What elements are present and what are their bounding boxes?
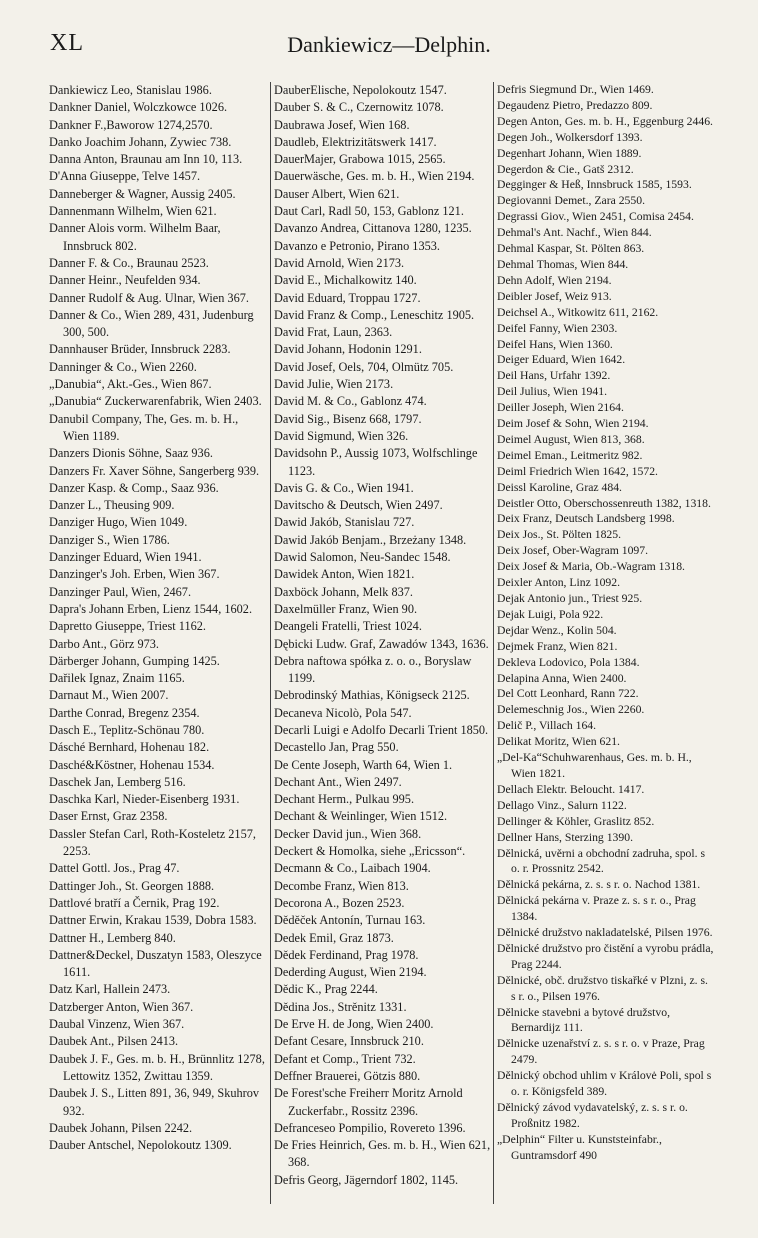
directory-entry: Degerdon & Cie., Gatš 2312.: [497, 162, 634, 176]
directory-entry: David Arnold, Wien 2173.: [274, 255, 405, 270]
directory-entry: De Cente Joseph, Warth 64, Wien 1.: [274, 757, 453, 772]
directory-entry: Dědic K., Prag 2244.: [274, 982, 378, 997]
directory-entry: Dásché Bernhard, Hohenau 182.: [49, 740, 210, 755]
directory-entry: Dělnické, obč. družstvo tiskařké v Plzni, z. s. s r. o., Pilsen 1976.: [497, 973, 708, 1003]
directory-entry: Delikat Moritz, Wien 621.: [497, 735, 620, 749]
directory-entry: Dělnická pekárna, z. s. s r. o. Nachod 1381.: [497, 878, 701, 892]
directory-entry: David M. & Co., Gablonz 474.: [274, 394, 427, 409]
directory-entry: Datz Karl, Hallein 2473.: [49, 982, 171, 997]
directory-entry: Dědek Ferdinand, Prag 1978.: [274, 947, 419, 962]
directory-entry: Dawid Jakób, Stanislau 727.: [274, 515, 415, 530]
directory-entry: Danner Heinr., Neufelden 934.: [49, 273, 201, 288]
directory-entry: Dejdar Wenz., Kolin 504.: [497, 623, 617, 637]
directory-entry: „Del-Ka“Schuhwarenhaus, Ges. m. b. H., Wien 1821.: [497, 751, 692, 780]
directory-entry: Danner & Co., Wien 289, 431, Judenburg 300, 500.: [49, 307, 254, 340]
directory-entry: „Danubia“, Akt.-Ges., Wien 867.: [49, 377, 212, 392]
directory-entry: Danna Anton, Braunau am Inn 10, 113.: [49, 152, 243, 167]
directory-entry: Dělnická, uvěrni a obchodní zadruha, spol. s o. r. Prossnitz 2542.: [497, 846, 706, 876]
directory-entry: Dělnický závod vydavatelský, z. s. s r. o. Proßnitz 1982.: [497, 1101, 688, 1130]
directory-entry: Daubek Johann, Pilsen 2242.: [49, 1120, 193, 1135]
directory-entry: Deiger Eduard, Wien 1642.: [497, 353, 626, 367]
directory-entry: Delemeschnig Jos., Wien 2260.: [497, 703, 645, 717]
directory-entry: David Frat, Laun, 2363.: [274, 325, 393, 340]
directory-entry: De Forest'sche Freiherr Moritz Arnold Zuckerfabr., Rossitz 2396.: [274, 1086, 463, 1118]
directory-entry: Dannhauser Brüder, Innsbruck 2283.: [49, 342, 231, 357]
directory-entry: David Johann, Hodonin 1291.: [274, 342, 422, 357]
directory-entry: Defris Siegmund Dr., Wien 1469.: [497, 83, 654, 96]
directory-entry: Darbo Ant., Görz 973.: [49, 636, 159, 651]
directory-entry: Deifel Hans, Wien 1360.: [497, 337, 613, 351]
directory-entry: Danner Alois vorm. Wilhelm Baar, Innsbruck 802.: [49, 221, 221, 253]
directory-entry: Defant Cesare, Innsbruck 210.: [274, 1034, 424, 1049]
directory-entry: Deimel Eman., Leitmeritz 982.: [497, 448, 643, 462]
directory-entry: Danzers Fr. Xaver Söhne, Sangerberg 939.: [49, 463, 260, 478]
directory-entry: Daxböck Johann, Melk 837.: [274, 584, 414, 599]
directory-entry: Danzer L., Theusing 909.: [49, 498, 175, 513]
directory-entry: Daubek J. S., Litten 891, 36, 949, Skuhrov 932.: [49, 1086, 260, 1118]
directory-entry: David Sigmund, Wien 326.: [274, 428, 409, 443]
directory-entry: Deissl Karoline, Graz 484.: [497, 480, 622, 494]
directory-entry: Deil Hans, Urfahr 1392.: [497, 369, 611, 383]
directory-entry: Dattinger Joh., St. Georgen 1888.: [49, 878, 215, 893]
directory-entry: Dělnická pekárna v. Praze z. s. s r. o., Prag 1384.: [497, 894, 696, 924]
directory-entry: Delič P., Villach 164.: [497, 719, 597, 733]
directory-entry: Dechant & Weinlinger, Wien 1512.: [274, 809, 448, 824]
directory-entry: Dehmal's Ant. Nachf., Wien 844.: [497, 226, 652, 240]
directory-entry: Dehn Adolf, Wien 2194.: [497, 273, 612, 287]
directory-entry: Danziger S., Wien 1786.: [49, 532, 170, 547]
directory-entry: Dehmal Kaspar, St. Pölten 863.: [497, 242, 645, 256]
directory-entry: Degginger & Heß, Innsbruck 1585, 1593.: [497, 178, 692, 192]
directory-entry: Daut Carl, Radl 50, 153, Gablonz 121.: [274, 204, 464, 219]
directory-entry: Dělnicke stavebni a bytové družstvo, Bernardijz 111.: [497, 1005, 670, 1035]
directory-entry: Del Cott Leonhard, Rann 722.: [497, 687, 639, 701]
directory-entry: Dankiewicz Leo, Stanislau 1986.: [49, 83, 212, 97]
directory-entry: Decker David jun., Wien 368.: [274, 826, 422, 841]
directory-entry: Darthe Conrad, Bregenz 2354.: [49, 705, 200, 720]
directory-entry: Dělnické družstvo nakladatelské, Pilsen 1976.: [497, 926, 713, 940]
directory-entry: Dellinger & Köhler, Graslitz 852.: [497, 814, 655, 828]
directory-entry: Danzinger's Joh. Erben, Wien 367.: [49, 567, 220, 582]
directory-entry: Debra naftowa spółka z. o. o., Boryslaw 1199.: [274, 653, 472, 686]
directory-entry: Degen Anton, Ges. m. b. H., Eggenburg 2446.: [497, 114, 713, 128]
directory-entry: Davanzo Andrea, Cittanova 1280, 1235.: [274, 221, 472, 236]
directory-entry: Dapretto Giuseppe, Triest 1162.: [49, 619, 207, 634]
directory-entry: Dattlové bratří a Černik, Prag 192.: [49, 895, 220, 910]
directory-entry: Darnaut M., Wien 2007.: [49, 688, 169, 703]
directory-entry: Dellach Elektr. Beloucht. 1417.: [497, 782, 645, 796]
directory-entry: Dawid Jakób Benjam., Brzeżany 1348.: [274, 532, 467, 547]
directory-entry: Dejmek Franz, Wien 821.: [497, 639, 618, 653]
column-divider: [270, 82, 271, 1204]
directory-entry: Dassler Stefan Carl, Roth-Kosteletz 2157, 2253.: [49, 826, 256, 859]
directory-entry: Datzberger Anton, Wien 367.: [49, 999, 194, 1014]
entry-column-2: [274, 82, 492, 1189]
directory-entry: Danner Rudolf & Aug. Ulnar, Wien 367.: [49, 290, 249, 305]
directory-entry: Dawidek Anton, Wien 1821.: [274, 567, 415, 582]
directory-entry: Dattner H., Lemberg 840.: [49, 930, 176, 945]
directory-entry: Danziger Hugo, Wien 1049.: [49, 515, 188, 530]
directory-entry: Dattner Erwin, Krakau 1539, Dobra 1583.: [49, 913, 257, 928]
directory-entry: Dellner Hans, Sterzing 1390.: [497, 830, 633, 844]
directory-entry: Decaneva Nicolò, Pola 547.: [274, 705, 412, 720]
directory-entry: Dederding August, Wien 2194.: [274, 965, 427, 980]
directory-entry: Dělnické družstvo pro čistění a vyrobu prádla, Prag 2244.: [497, 941, 714, 971]
directory-entry: Decmann & Co., Laibach 1904.: [274, 861, 431, 876]
directory-entry: Degaudenz Pietro, Predazzo 809.: [497, 98, 653, 112]
directory-entry: Daser Ernst, Graz 2358.: [49, 809, 168, 824]
directory-entry: Danubil Company, The, Ges. m. b. H., Wien 1189.: [49, 411, 239, 443]
directory-entry: Deffner Brauerei, Götzis 880.: [274, 1068, 421, 1083]
directory-entry: Decarli Luigi e Adolfo Decarli Trient 1850.: [274, 722, 489, 737]
directory-entry: Dejak Antonio jun., Triest 925.: [497, 592, 643, 605]
page-header: [50, 28, 728, 68]
directory-entry: Deibler Josef, Weiz 913.: [497, 289, 612, 303]
directory-entry: Dědina Jos., Strěnitz 1331.: [274, 999, 407, 1014]
directory-entry: Deiml Friedrich Wien 1642, 1572.: [497, 464, 658, 478]
column-divider: [493, 82, 494, 1204]
directory-entry: Degiovanni Demet., Zara 2550.: [497, 194, 645, 208]
directory-entry: Daschka Karl, Nieder-Eisenberg 1931.: [49, 792, 240, 807]
directory-entry: Dělnicke uzenařství z. s. s r. o. v Praze, Prag 2479.: [497, 1037, 705, 1067]
directory-entry: David Josef, Oels, 704, Olmütz 705.: [274, 359, 454, 374]
directory-entry: Deix Josef & Maria, Ob.-Wagram 1318.: [497, 560, 685, 574]
directory-entry: Deifel Fanny, Wien 2303.: [497, 321, 618, 335]
directory-entry: Daubek Ant., Pilsen 2413.: [49, 1034, 179, 1049]
directory-entry: Dattner&Deckel, Duszatyn 1583, Oleszyce 1611.: [49, 947, 262, 980]
directory-entry: Dellago Vinz., Salurn 1122.: [497, 798, 627, 812]
directory-entry: Dechant Ant., Wien 2497.: [274, 774, 402, 789]
directory-entry: Davitscho & Deutsch, Wien 2497.: [274, 498, 443, 513]
directory-entry: De Fries Heinrich, Ges. m. b. H., Wien 621, 368.: [274, 1138, 491, 1170]
directory-entry: Dębicki Ludw. Graf, Zawadów 1343, 1636.: [274, 636, 489, 651]
directory-entry: David Julie, Wien 2173.: [274, 377, 394, 392]
directory-entry: Defris Georg, Jägerndorf 1802, 1145.: [274, 1172, 459, 1187]
directory-entry: Deixler Anton, Linz 1092.: [497, 576, 621, 590]
directory-entry: Davis G. & Co., Wien 1941.: [274, 480, 414, 495]
directory-entry: Daubek J. F., Ges. m. b. H., Brünnlitz 1278, Lettowitz 1352, Zwittau 1359.: [49, 1051, 265, 1083]
directory-entry: Dařilek Ignaz, Znaim 1165.: [49, 671, 185, 686]
directory-entry: Dankner Daniel, Wolczkowce 1026.: [49, 100, 228, 115]
directory-entry: Danzer Kasp. & Comp., Saaz 936.: [49, 480, 219, 495]
directory-entry: David E., Michalkowitz 140.: [274, 273, 417, 288]
directory-entry: Deangeli Fratelli, Triest 1024.: [274, 619, 422, 634]
directory-entry: Därberger Johann, Gumping 1425.: [49, 653, 220, 668]
directory-entry: Dehmal Thomas, Wien 844.: [497, 257, 629, 271]
directory-entry: Daubrawa Josef, Wien 168.: [274, 117, 410, 132]
directory-entry: Deckert & Homolka, siehe „Ericsson“.: [274, 844, 466, 859]
directory-entry: Danko Joachim Johann, Zywiec 738.: [49, 134, 232, 149]
directory-entry: Decorona A., Bozen 2523.: [274, 895, 405, 910]
directory-entry: Defranceseo Pompilio, Rovereto 1396.: [274, 1120, 466, 1135]
directory-entry: Deix Jos., St. Pölten 1825.: [497, 528, 622, 542]
directory-entry: D'Anna Giuseppe, Telve 1457.: [49, 169, 201, 184]
directory-entry: Danneberger & Wagner, Aussig 2405.: [49, 186, 236, 201]
directory-entry: „Danubia“ Zuckerwarenfabrik, Wien 2403.: [49, 394, 262, 409]
directory-entry: Delapina Anna, Wien 2400.: [497, 671, 627, 685]
directory-entry: Deil Julius, Wien 1941.: [497, 385, 608, 399]
directory-entry: Deim Josef & Sohn, Wien 2194.: [497, 417, 649, 431]
directory-entry: David Sig., Bisenz 668, 1797.: [274, 411, 422, 426]
directory-entry: Daubal Vinzenz, Wien 367.: [49, 1017, 185, 1032]
directory-entry: Debrodinský Mathias, Königseck 2125.: [274, 688, 470, 703]
directory-entry: Deistler Otto, Oberschossenreuth 1382, 1318.: [497, 496, 711, 510]
directory-entry: De Erve H. de Jong, Wien 2400.: [274, 1017, 434, 1032]
directory-entry: Dasch E., Teplitz-Schönau 780.: [49, 722, 205, 737]
directory-entry: Decastello Jan, Prag 550.: [274, 740, 399, 755]
directory-entry: Davidsohn P., Aussig 1073, Wolfschlinge 1123.: [274, 446, 478, 478]
directory-entry: Degen Joh., Wolkersdorf 1393.: [497, 130, 643, 144]
directory-entry: Danninger & Co., Wien 2260.: [49, 359, 197, 374]
directory-entry: Daschek Jan, Lemberg 516.: [49, 774, 186, 789]
directory-entry: Dauber Antschel, Nepolokoutz 1309.: [49, 1138, 232, 1153]
directory-entry: Degrassi Giov., Wien 2451, Comisa 2454.: [497, 210, 694, 224]
directory-entry: Dauser Albert, Wien 621.: [274, 186, 400, 201]
entry-column-1: [49, 82, 267, 1154]
directory-entry: Dattel Gottl. Jos., Prag 47.: [49, 861, 180, 876]
directory-entry: Dekleva Lodovico, Pola 1384.: [497, 655, 640, 669]
directory-entry: Dechant Herm., Pulkau 995.: [274, 792, 415, 807]
page-number: XL: [50, 30, 84, 56]
directory-entry: DauerMajer, Grabowa 1015, 2565.: [274, 152, 446, 167]
directory-entry: Dapra's Johann Erben, Lienz 1544, 1602.: [49, 601, 253, 616]
directory-entry: DauberElische, Nepolokoutz 1547.: [274, 83, 447, 97]
directory-entry: Deimel August, Wien 813, 368.: [497, 432, 645, 446]
directory-entry: Dawid Salomon, Neu-Sandec 1548.: [274, 550, 451, 565]
directory-entry: Davanzo e Petronio, Pirano 1353.: [274, 238, 440, 253]
directory-entry: Danzinger Paul, Wien, 2467.: [49, 584, 192, 599]
directory-entry: Daxelmüller Franz, Wien 90.: [274, 601, 418, 616]
directory-entry: Dejak Luigi, Pola 922.: [497, 607, 604, 621]
directory-entry: Danner F. & Co., Braunau 2523.: [49, 255, 209, 270]
directory-entry: Danzinger Eduard, Wien 1941.: [49, 550, 202, 565]
directory-entry: Danzers Dionis Söhne, Saaz 936.: [49, 446, 213, 461]
directory-entry: Defant et Comp., Trient 732.: [274, 1051, 416, 1066]
directory-entry: Deix Josef, Ober-Wagram 1097.: [497, 544, 649, 558]
directory-entry: Dannenmann Wilhelm, Wien 621.: [49, 204, 217, 219]
directory-entry: Dauber S. & C., Czernowitz 1078.: [274, 100, 444, 115]
directory-entry: David Eduard, Troppau 1727.: [274, 290, 421, 305]
directory-entry: Decombe Franz, Wien 813.: [274, 878, 409, 893]
directory-entry: David Franz & Comp., Leneschitz 1905.: [274, 307, 475, 322]
directory-entry: Dělnický obchod uhlim v Královė Poli, spol s o. r. Königsfeld 389.: [497, 1069, 712, 1099]
directory-entry: Dauerwäsche, Ges. m. b. H., Wien 2194.: [274, 169, 475, 184]
directory-entry: Dankner F.,Baworow 1274,2570.: [49, 117, 213, 132]
directory-entry: Děděček Antonín, Turnau 163.: [274, 913, 426, 928]
entry-column-3: [497, 82, 715, 1164]
directory-entry: „Delphin“ Filter u. Kunststeinfabr., Guntramsdorf 490: [497, 1132, 662, 1162]
directory-entry: Deiller Joseph, Wien 2164.: [497, 401, 624, 415]
directory-entry: Deix Franz, Deutsch Landsberg 1998.: [497, 512, 675, 526]
page-title: Dankiewicz—Delphin.: [287, 32, 491, 57]
directory-entry: Daudleb, Elektrizitätswerk 1417.: [274, 134, 437, 149]
directory-entry: Degenhart Johann, Wien 1889.: [497, 146, 642, 160]
directory-entry: Deichsel A., Witkowitz 611, 2162.: [497, 305, 659, 319]
directory-entry: Dedek Emil, Graz 1873.: [274, 930, 394, 945]
directory-entry: Dasché&Köstner, Hohenau 1534.: [49, 757, 215, 772]
